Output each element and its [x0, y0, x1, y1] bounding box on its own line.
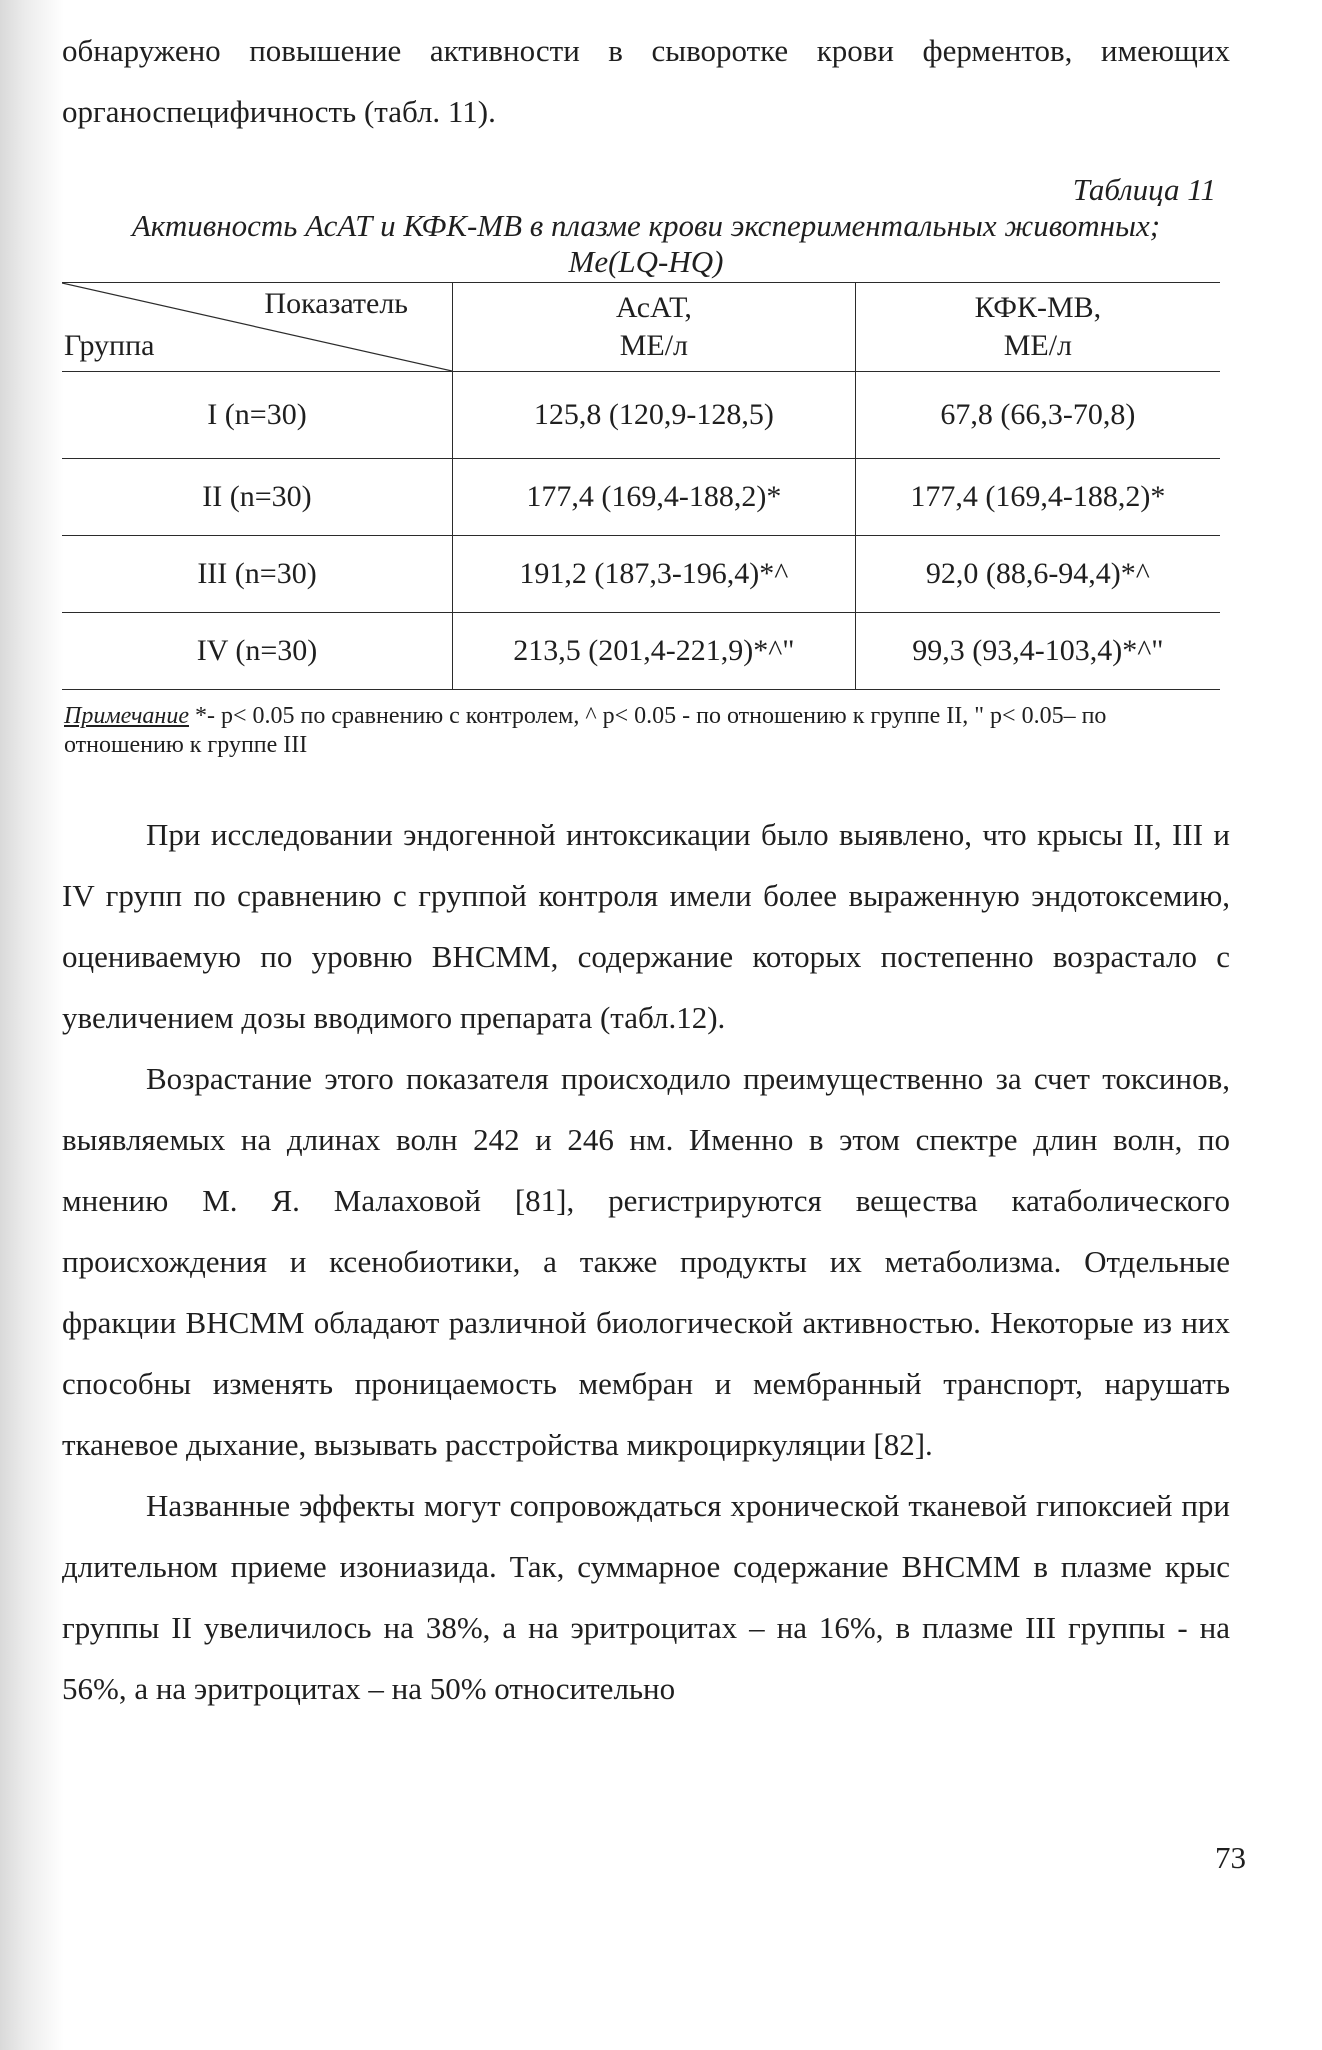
table-note — [62, 702, 1230, 760]
row-group: IV (n=30) — [62, 613, 453, 690]
table-row — [62, 613, 1220, 690]
note-label: Примечание — [64, 703, 189, 729]
header-kfk-unit: МЕ/л — [1003, 329, 1073, 362]
table-title-line1: Активность АсАТ и КФК-МВ в плазме крови экспериментальных животных; — [131, 208, 1161, 243]
header-kfk — [855, 283, 1220, 372]
paragraph-2: Возрастание этого показателя происходило преимущественно за счет токсинов, выявляемых на длинах волн 242 и 246 нм. Именно в этом спектре длин волн, по мнению М. Я. Малаховой [81], регистрируются вещества катаболического происхождения и ксенобиотики, а также продукты их метаболизма. Отдельные фракции ВНСММ обладают различной биологической активностью. Некоторые из них способны изменять проницаемость мембран и мембранный транспорт, нарушать тканевое дыхание, вызывать расстройства микроциркуляции [82]. — [62, 1061, 1230, 1462]
row-asat: 191,2 (187,3-196,4)*^ — [453, 536, 856, 613]
row-group: I (n=30) — [62, 372, 453, 459]
header-kfk-name: КФК-МВ, — [974, 291, 1102, 324]
intro-paragraph: обнаружено повышение активности в сыворотке крови ферментов, имеющих органоспецифичность (табл. 11). — [62, 33, 1230, 129]
table-row — [62, 536, 1220, 613]
note-text: *- p< 0.05 по сравнению с контролем, ^ p< 0.05 - по отношению к группе II, " p< 0.05– по отношению к группе III — [64, 703, 1107, 758]
header-indicator: Показатель — [264, 287, 408, 320]
row-asat: 213,5 (201,4-221,9)*^" — [453, 613, 856, 690]
table-title-line2: Me(LQ-HQ) — [568, 244, 724, 279]
paragraph-1: При исследовании эндогенной интоксикации было выявлено, что крысы II, III и IV групп по сравнению с группой контроля имели более выраженную эндотоксемию, оцениваемую по уровню ВНСММ, содержание которых постепенно возрастало с увеличением дозы вводимого препарата (табл.12). — [62, 817, 1230, 1035]
document-page — [62, 20, 1230, 1719]
header-asat-name: АсАТ, — [615, 291, 692, 324]
header-asat — [453, 283, 856, 372]
table-number: Таблица 11 — [1072, 172, 1216, 207]
row-asat: 125,8 (120,9-128,5) — [453, 372, 856, 459]
row-asat: 177,4 (169,4-188,2)* — [453, 459, 856, 536]
row-group: II (n=30) — [62, 459, 453, 536]
table-row — [62, 372, 1220, 459]
header-asat-unit: МЕ/л — [619, 329, 689, 362]
scan-edge-shadow — [0, 0, 64, 2050]
table-row — [62, 459, 1220, 536]
row-group: III (n=30) — [62, 536, 453, 613]
diagonal-header-cell — [62, 283, 453, 372]
row-kfk: 67,8 (66,3-70,8) — [855, 372, 1220, 459]
data-table — [62, 282, 1220, 690]
table-header-row — [62, 283, 1220, 372]
row-kfk: 99,3 (93,4-103,4)*^" — [855, 613, 1220, 690]
paragraph-3: Названные эффекты могут сопровождаться хронической тканевой гипоксией при длительном приеме изониазида. Так, суммарное содержание ВНСММ в плазме крыс группы II увеличилось на 38%, а на эритроцитах – на 16%, в плазме III группы - на 56%, а на эритроцитах – на 50% относительно — [62, 1488, 1230, 1706]
spacer — [62, 760, 1230, 804]
page-number: 73 — [1215, 1840, 1246, 1875]
header-group: Группа — [64, 329, 155, 362]
row-kfk: 92,0 (88,6-94,4)*^ — [855, 536, 1220, 613]
row-kfk: 177,4 (169,4-188,2)* — [855, 459, 1220, 536]
